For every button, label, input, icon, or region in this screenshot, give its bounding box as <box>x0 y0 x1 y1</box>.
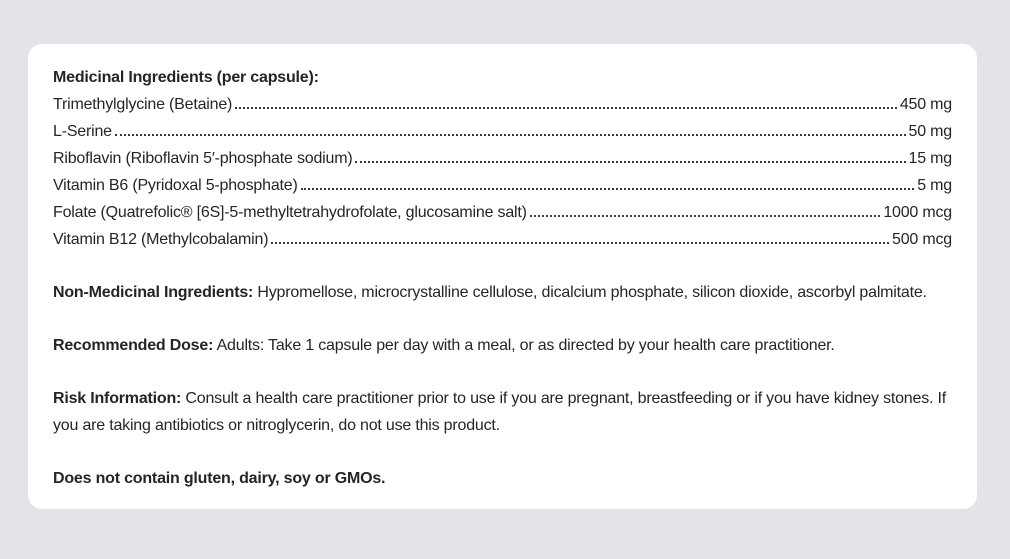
dot-leader <box>235 107 897 109</box>
ingredient-amount: 500 mcg <box>892 231 952 248</box>
ingredient-row <box>53 91 952 118</box>
ingredient-name: Vitamin B12 (Methylcobalamin) <box>53 231 269 248</box>
non-medicinal-paragraph <box>53 279 952 306</box>
ingredient-row <box>53 199 952 226</box>
ingredient-name: Riboflavin (Riboflavin 5′-phosphate sodium) <box>53 150 353 167</box>
ingredient-name: Folate (Quatrefolic® [6S]-5-methyltetrahydrofolate, glucosamine salt) <box>53 204 527 221</box>
ingredient-amount: 5 mg <box>917 177 952 194</box>
ingredient-amount: 1000 mcg <box>883 204 952 221</box>
ingredient-name: Vitamin B6 (Pyridoxal 5-phosphate) <box>53 177 298 194</box>
risk-information-paragraph <box>53 385 952 439</box>
risk-information-text: Consult a health care practitioner prior to use if you are pregnant, breastfeeding or if you have kidney stones. If you are taking antibiotics or nitroglycerin, do not use this product. <box>53 390 946 434</box>
medicinal-ingredients-header: Medicinal Ingredients (per capsule): <box>53 69 319 86</box>
ingredient-name: Trimethylglycine (Betaine) <box>53 96 233 113</box>
dot-leader <box>271 242 889 244</box>
ingredient-row <box>53 226 952 253</box>
non-medicinal-text: Hypromellose, microcrystalline cellulose, dicalcium phosphate, silicon dioxide, ascorbyl palmitate. <box>257 284 927 301</box>
ingredient-row <box>53 118 952 145</box>
ingredient-amount: 50 mg <box>908 123 952 140</box>
dot-leader <box>530 215 881 217</box>
recommended-dose-text: Adults: Take 1 capsule per day with a meal, or as directed by your health care practitioner. <box>216 337 835 354</box>
does-not-contain-note: Does not contain gluten, dairy, soy or GMOs. <box>53 470 386 487</box>
non-medicinal-label: Non-Medicinal Ingredients: <box>53 284 254 301</box>
risk-information-label: Risk Information: <box>53 390 182 407</box>
ingredient-name: L-Serine <box>53 123 112 140</box>
recommended-dose-paragraph <box>53 332 952 359</box>
recommended-dose-label: Recommended Dose: <box>53 337 214 354</box>
dot-leader <box>115 134 906 136</box>
dot-leader <box>355 161 905 163</box>
ingredient-amount: 15 mg <box>908 150 952 167</box>
ingredient-row <box>53 145 952 172</box>
supplement-label-card <box>28 44 977 509</box>
dot-leader <box>301 188 915 190</box>
ingredient-row <box>53 172 952 199</box>
ingredient-amount: 450 mg <box>899 96 952 113</box>
